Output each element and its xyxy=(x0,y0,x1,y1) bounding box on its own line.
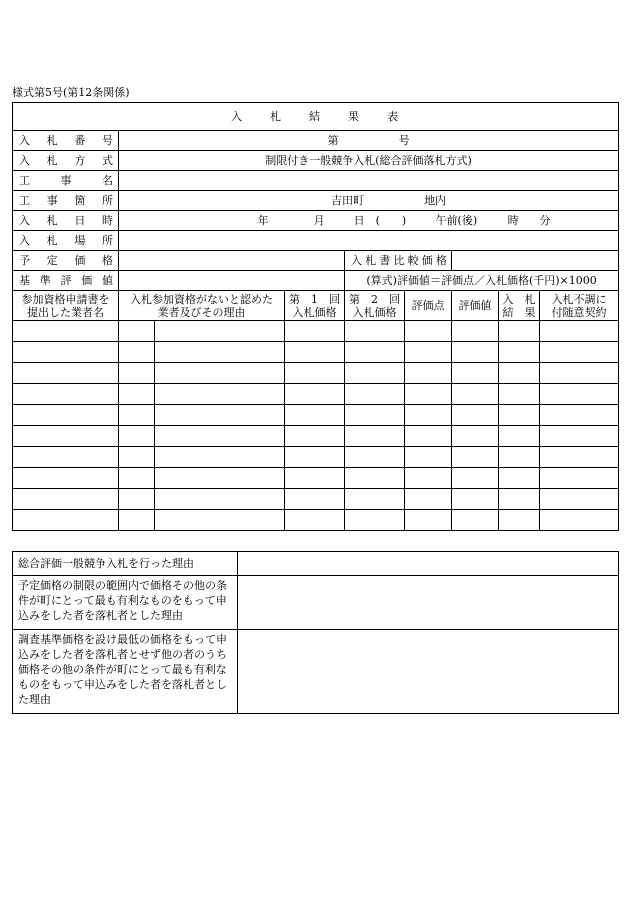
table-cell[interactable] xyxy=(405,468,452,489)
table-cell[interactable] xyxy=(540,510,619,531)
table-cell[interactable] xyxy=(119,384,155,405)
evaluation-formula: (算式)評価値＝評価点／入札価格(千円)×1000 xyxy=(345,271,619,291)
col-header-applicant: 参加資格申請書を 提出した業者名 xyxy=(13,291,119,321)
table-cell[interactable] xyxy=(119,363,155,384)
table-cell[interactable] xyxy=(405,447,452,468)
standard-value-value[interactable] xyxy=(119,271,345,291)
table-cell[interactable] xyxy=(285,510,345,531)
table-cell[interactable] xyxy=(13,405,119,426)
table-cell[interactable] xyxy=(155,321,285,342)
table-cell[interactable] xyxy=(285,384,345,405)
work-name-value[interactable] xyxy=(119,171,619,191)
table-cell[interactable] xyxy=(285,489,345,510)
table-cell[interactable] xyxy=(405,489,452,510)
table-cell[interactable] xyxy=(540,468,619,489)
table-cell[interactable] xyxy=(119,468,155,489)
col-header-result: 入 札 結 果 xyxy=(499,291,540,321)
planned-price-value[interactable] xyxy=(119,251,345,271)
table-cell[interactable] xyxy=(499,426,540,447)
table-row xyxy=(13,363,619,384)
table-cell[interactable] xyxy=(345,384,405,405)
reason-label-general-competitive: 総合評価一般競争入札を行った理由 xyxy=(13,552,238,576)
table-cell[interactable] xyxy=(13,468,119,489)
col-header-no-contract: 入札不調に 付随意契約 xyxy=(540,291,619,321)
table-cell[interactable] xyxy=(285,342,345,363)
table-cell[interactable] xyxy=(540,426,619,447)
bid-date-weekday: ( ) xyxy=(375,214,407,227)
table-cell[interactable] xyxy=(119,447,155,468)
reason-label-investigation-price: 調査基準価格を設け最低の価格をもって申込みをした者を落札者とせず他の者のうち価格その他の条件が町にとって最も有利なものをもって申込みをした者を落札者とした理由 xyxy=(13,630,238,714)
bid-date-year: 年 xyxy=(257,214,269,227)
bid-place-value[interactable] xyxy=(119,231,619,251)
row-label-work-name: 工 事 名 xyxy=(13,171,119,191)
table-cell[interactable] xyxy=(452,489,499,510)
table-cell[interactable] xyxy=(155,468,285,489)
table-cell[interactable] xyxy=(499,321,540,342)
row-label-bid-date: 入 札 日 時 xyxy=(13,211,119,231)
bid-number-cell[interactable] xyxy=(119,131,619,151)
table-cell[interactable] xyxy=(452,510,499,531)
bid-date-hour: 時 xyxy=(507,214,519,227)
table-cell[interactable] xyxy=(540,447,619,468)
table-cell[interactable] xyxy=(155,489,285,510)
table-cell[interactable] xyxy=(405,321,452,342)
reason-value-best-within-limit[interactable] xyxy=(238,576,619,630)
bid-result-table xyxy=(12,102,619,531)
table-cell[interactable] xyxy=(405,405,452,426)
table-row xyxy=(13,468,619,489)
table-cell[interactable] xyxy=(452,384,499,405)
table-cell[interactable] xyxy=(285,363,345,384)
table-cell[interactable] xyxy=(345,405,405,426)
table-cell[interactable] xyxy=(119,321,155,342)
table-cell[interactable] xyxy=(452,405,499,426)
table-cell[interactable] xyxy=(13,489,119,510)
table-cell[interactable] xyxy=(119,342,155,363)
table-cell[interactable] xyxy=(155,384,285,405)
table-cell[interactable] xyxy=(13,342,119,363)
table-cell[interactable] xyxy=(540,384,619,405)
table-cell[interactable] xyxy=(285,405,345,426)
table-cell[interactable] xyxy=(119,426,155,447)
row-label-bid-number: 入 札 番 号 xyxy=(13,131,119,151)
table-cell[interactable] xyxy=(405,342,452,363)
col-header-eval-value: 評価値 xyxy=(452,291,499,321)
work-location-suffix: 地内 xyxy=(424,194,447,207)
table-row xyxy=(13,510,619,531)
table-cell[interactable] xyxy=(345,447,405,468)
table-cell[interactable] xyxy=(540,405,619,426)
table-cell[interactable] xyxy=(155,405,285,426)
row-label-planned-price: 予 定 価 格 xyxy=(13,251,119,271)
reason-table xyxy=(12,551,619,714)
form-caption: 様式第5号(第12条関係) xyxy=(12,86,130,99)
table-cell[interactable] xyxy=(540,342,619,363)
table-cell[interactable] xyxy=(499,447,540,468)
table-cell[interactable] xyxy=(119,405,155,426)
table-cell[interactable] xyxy=(285,468,345,489)
reason-value-general-competitive[interactable] xyxy=(238,552,619,576)
row-label-standard-value: 基 準 評 価 値 xyxy=(13,271,119,291)
table-cell[interactable] xyxy=(13,447,119,468)
table-title: 入 札 結 果 表 xyxy=(13,103,619,131)
table-cell[interactable] xyxy=(155,426,285,447)
table-cell[interactable] xyxy=(155,510,285,531)
table-cell[interactable] xyxy=(405,510,452,531)
table-row xyxy=(13,321,619,342)
table-row xyxy=(13,342,619,363)
row-label-work-location: 工 事 箇 所 xyxy=(13,191,119,211)
bid-number-prefix: 第 xyxy=(327,134,339,147)
table-cell[interactable] xyxy=(405,426,452,447)
table-cell[interactable] xyxy=(13,510,119,531)
bid-date-cell[interactable] xyxy=(119,211,619,231)
row-label-bid-place: 入 札 場 所 xyxy=(13,231,119,251)
table-cell[interactable] xyxy=(452,468,499,489)
table-cell[interactable] xyxy=(285,447,345,468)
table-cell[interactable] xyxy=(13,321,119,342)
table-row xyxy=(13,489,619,510)
table-cell[interactable] xyxy=(345,342,405,363)
table-cell[interactable] xyxy=(452,342,499,363)
col-header-round1: 第 1 回 入札価格 xyxy=(285,291,345,321)
table-cell[interactable] xyxy=(499,489,540,510)
table-cell[interactable] xyxy=(405,363,452,384)
table-cell[interactable] xyxy=(285,321,345,342)
table-cell[interactable] xyxy=(155,363,285,384)
table-cell[interactable] xyxy=(345,510,405,531)
bid-number-suffix: 号 xyxy=(398,134,410,147)
table-cell[interactable] xyxy=(405,384,452,405)
table-cell[interactable] xyxy=(13,426,119,447)
table-cell[interactable] xyxy=(452,447,499,468)
table-cell[interactable] xyxy=(499,468,540,489)
table-cell[interactable] xyxy=(119,489,155,510)
table-cell[interactable] xyxy=(499,342,540,363)
reason-label-best-within-limit: 予定価格の制限の範囲内で価格その他の条件が町にとって最も有利なものをもって申込みをした者を落札者とした理由 xyxy=(13,576,238,630)
table-cell[interactable] xyxy=(499,510,540,531)
table-row xyxy=(13,447,619,468)
table-cell[interactable] xyxy=(540,489,619,510)
bid-method-value[interactable]: 制限付き一般競争入札(総合評価落札方式) xyxy=(119,151,619,171)
bid-date-ampm: 午前(後) xyxy=(435,214,478,227)
table-cell[interactable] xyxy=(285,426,345,447)
table-cell[interactable] xyxy=(119,510,155,531)
row-label-bid-method: 入 札 方 式 xyxy=(13,151,119,171)
table-cell[interactable] xyxy=(345,468,405,489)
bid-date-minute: 分 xyxy=(539,214,551,227)
table-row xyxy=(13,384,619,405)
col-header-score: 評価点 xyxy=(405,291,452,321)
table-cell[interactable] xyxy=(13,363,119,384)
table-cell[interactable] xyxy=(155,447,285,468)
table-row xyxy=(13,405,619,426)
table-cell[interactable] xyxy=(345,321,405,342)
work-location-cell[interactable] xyxy=(119,191,619,211)
table-cell[interactable] xyxy=(499,405,540,426)
compare-price-value[interactable] xyxy=(452,251,619,271)
bidder-rows xyxy=(13,321,619,531)
bid-date-month: 月 xyxy=(313,214,325,227)
bid-date-day: 日 xyxy=(353,214,365,227)
work-location-town: 吉田町 xyxy=(331,194,365,207)
table-cell[interactable] xyxy=(540,321,619,342)
table-cell[interactable] xyxy=(345,363,405,384)
col-header-round2: 第 2 回 入札価格 xyxy=(345,291,405,321)
table-cell[interactable] xyxy=(499,384,540,405)
table-cell[interactable] xyxy=(155,342,285,363)
table-cell[interactable] xyxy=(499,363,540,384)
table-cell[interactable] xyxy=(540,363,619,384)
table-cell[interactable] xyxy=(452,321,499,342)
table-cell[interactable] xyxy=(13,384,119,405)
table-row xyxy=(13,426,619,447)
reason-value-investigation-price[interactable] xyxy=(238,630,619,714)
col-header-disqualified: 入札参加資格がないと認めた 業者及びその理由 xyxy=(119,291,285,321)
compare-price-label: 入 札 書 比 較 価 格 xyxy=(345,251,452,271)
table-cell[interactable] xyxy=(345,426,405,447)
table-cell[interactable] xyxy=(452,426,499,447)
table-cell[interactable] xyxy=(345,489,405,510)
table-cell[interactable] xyxy=(452,363,499,384)
